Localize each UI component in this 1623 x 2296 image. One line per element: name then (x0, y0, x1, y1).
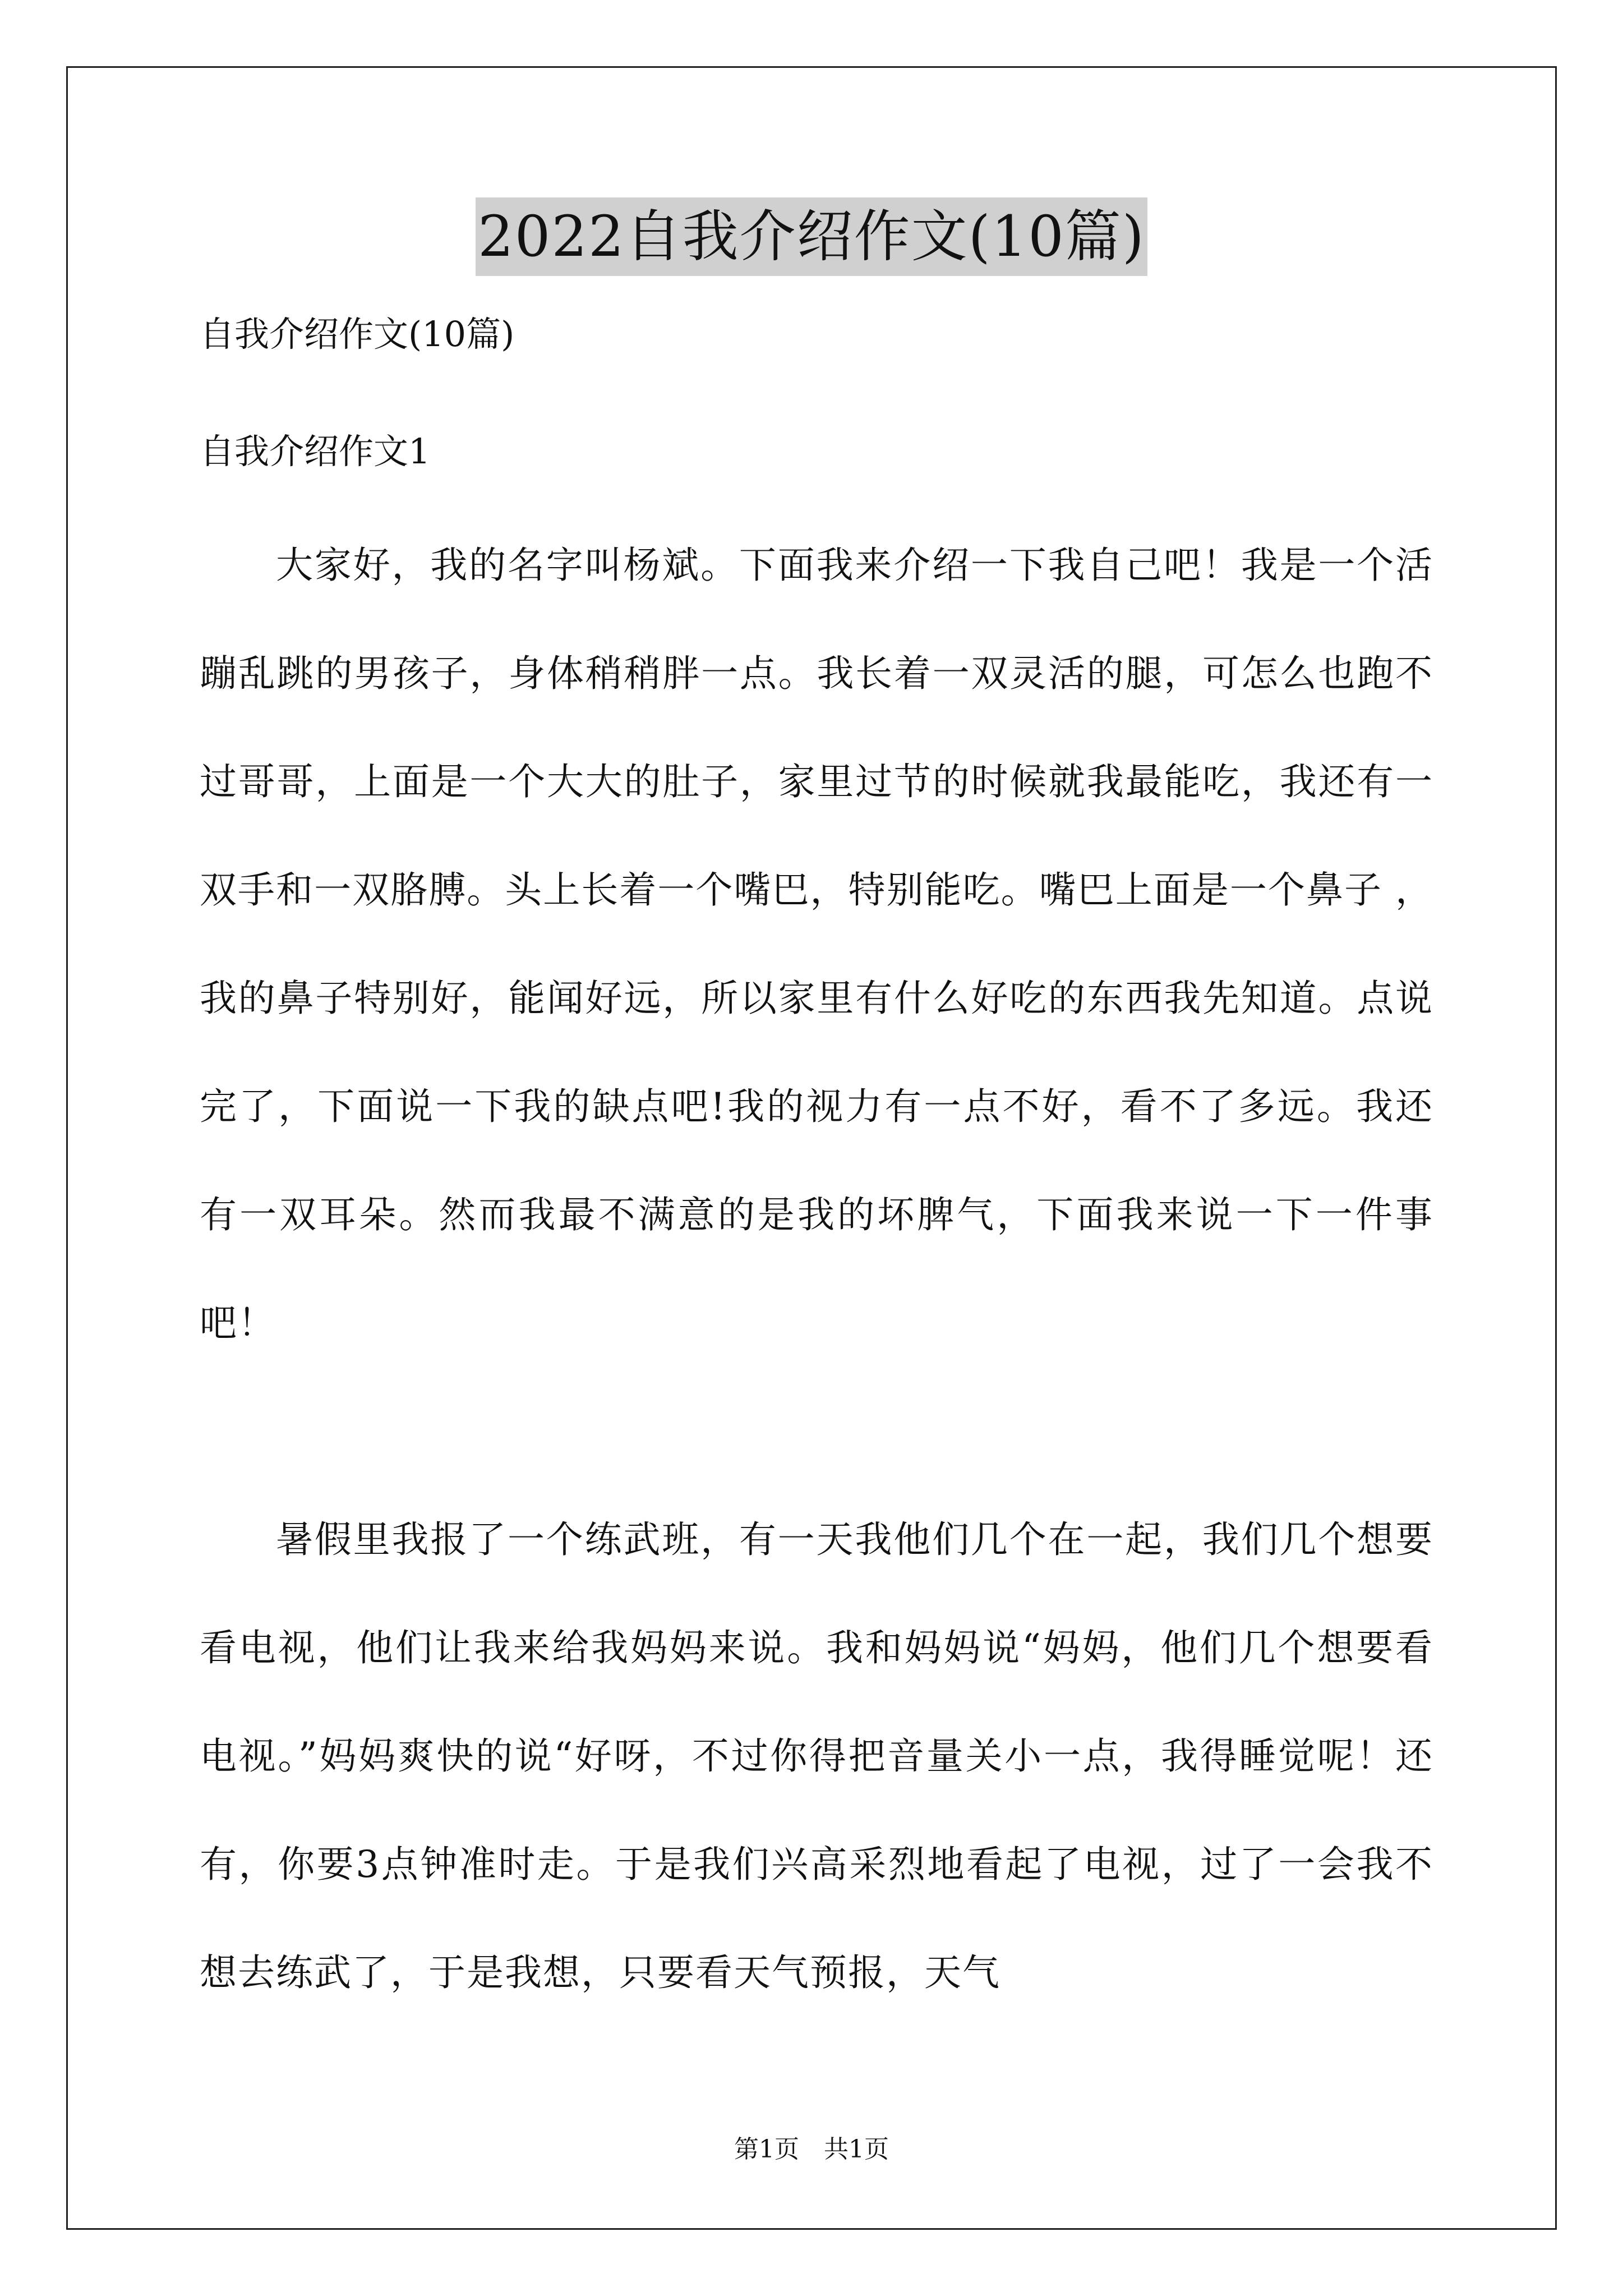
paragraph-2: 暑假里我报了一个练武班，有一天我他们几个在一起，我们几个想要看电视，他们让我来给我妈妈来说。我和妈妈说“妈妈，他们几个想要看电视。”妈妈爽快的说“好呀，不过你得把音量关小一点，我得睡觉呢！还有，你要3点钟准时走。于是我们兴高采烈地看起了电视，过了一会我不想去练武了，于是我想，只要看天气预报，天气 (200, 1518, 1433, 1994)
paragraph-1: 大家好，我的名字叫杨斌。下面我来介绍一下我自己吧！我是一个活蹦乱跳的男孩子，身体稍稍胖一点。我长着一双灵活的腿，可怎么也跑不过哥哥，上面是一个大大的肚子，家里过节的时候就我最能吃，我还有一双手和一双胳膊。头上长着一个嘴巴，特别能吃。嘴巴上面是一个鼻子 ，我的鼻子特别好，能闻好远，所以家里有什么好吃的东西我先知道。点说完了，下面说一下我的缺点吧!我的视力有一点不好，看不了多远。我还有一双耳朵。然而我最不满意的是我的坏脾气，下面我来说一下一件事吧！ (200, 544, 1433, 1345)
document-subtitle: 自我介绍作文(10篇) (200, 314, 515, 355)
paragraph-spacer (200, 1377, 1433, 1485)
page-number-total: 共1页 (824, 2135, 889, 2164)
page-footer (0, 2133, 1623, 2166)
title-container (0, 197, 1623, 276)
document-title: 2022自我介绍作文(10篇) (476, 197, 1147, 276)
page-number-current: 第1页 (734, 2135, 799, 2164)
document-body (200, 307, 1433, 2027)
section-heading: 自我介绍作文1 (200, 431, 431, 472)
